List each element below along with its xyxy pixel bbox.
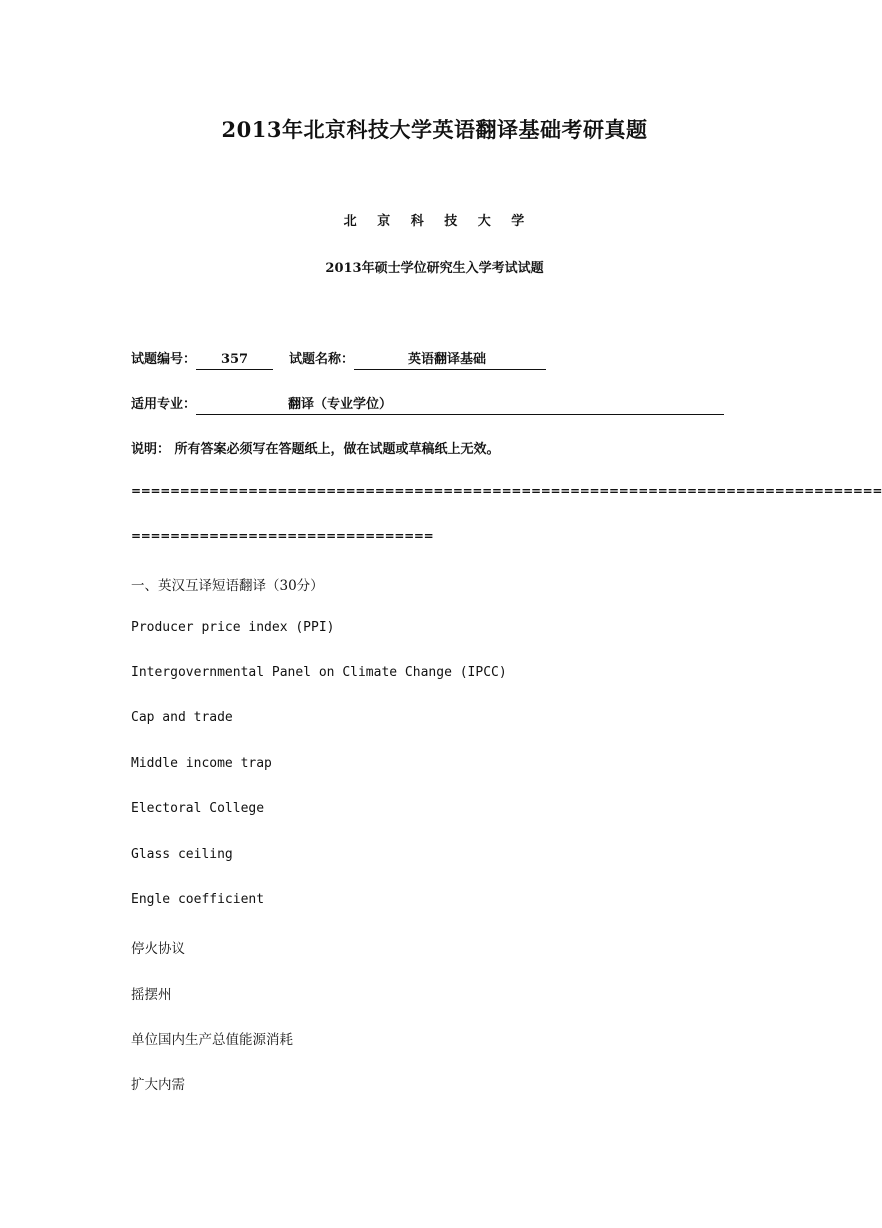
code-value: 357 xyxy=(196,352,273,370)
exam-title: 2013年硕士学位研究生入学考试试题 xyxy=(325,261,544,276)
separator-line: =============================== xyxy=(131,529,434,543)
name-label: 试题名称： xyxy=(289,352,355,367)
code-label: 试题编号： xyxy=(131,352,197,367)
phrase-item: Middle income trap xyxy=(131,756,272,771)
phrase-item: Glass ceiling xyxy=(131,847,233,862)
major-row xyxy=(131,393,724,415)
major-field xyxy=(196,397,724,415)
separator-line: ============================================================================= xyxy=(131,484,882,498)
section-heading: 一、英汉互译短语翻译（30分） xyxy=(131,578,324,594)
document-title: 2013年北京科技大学英语翻译基础考研真题 xyxy=(221,117,648,142)
phrase-item: 单位国内生产总值能源消耗 xyxy=(131,1032,293,1048)
phrase-item: Intergovernmental Panel on Climate Change (IPCC) xyxy=(131,665,507,680)
phrase-item: Producer price index (PPI) xyxy=(131,620,335,635)
name-field xyxy=(354,352,546,370)
phrase-item: Cap and trade xyxy=(131,710,233,725)
phrase-item: 扩大内需 xyxy=(131,1077,185,1093)
phrase-item: 摇摆州 xyxy=(131,987,172,1003)
exam-info-row xyxy=(131,348,546,370)
university-name: 北 京 科 技 大 学 xyxy=(343,214,526,229)
phrase-item: Electoral College xyxy=(131,801,265,816)
name-value: 英语翻译基础 xyxy=(408,352,487,367)
major-value: 翻译（专业学位） xyxy=(288,397,393,412)
major-label: 适用专业： xyxy=(131,397,197,412)
phrase-item: Engle coefficient xyxy=(131,892,265,907)
instructions-note: 说明： 所有答案必须写在答题纸上，做在试题或草稿纸上无效。 xyxy=(131,442,500,457)
phrase-item: 停火协议 xyxy=(131,941,185,957)
